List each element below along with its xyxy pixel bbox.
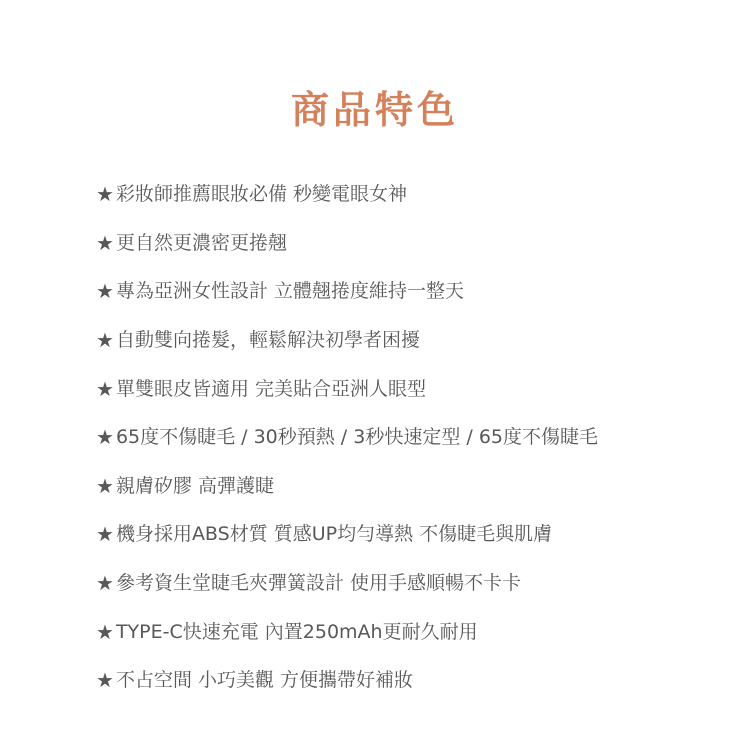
feature-text: 參考資生堂睫毛夾彈簧設計 使用手感順暢不卡卡 (115, 572, 521, 595)
star-icon: ★ (96, 328, 114, 353)
feature-text: 彩妝師推薦眼妝必備 秒變電眼女神 (115, 183, 407, 206)
feature-item (96, 219, 736, 268)
feature-text: TYPE-C快速充電 內置250mAh更耐久耐用 (115, 620, 478, 643)
feature-item (96, 413, 736, 462)
feature-text: 不占空間 小巧美觀 方便攜帶好補妝 (115, 669, 414, 692)
star-icon: ★ (96, 376, 114, 401)
star-icon: ★ (96, 571, 114, 596)
star-icon: ★ (96, 230, 114, 255)
feature-item (96, 510, 736, 559)
feature-text: 單雙眼皮皆適用 完美貼合亞洲人眼型 (115, 377, 426, 400)
star-icon: ★ (96, 473, 114, 498)
feature-item (96, 656, 736, 705)
star-icon: ★ (96, 182, 114, 207)
feature-item (96, 364, 736, 413)
star-icon: ★ (96, 279, 114, 304)
feature-item (96, 607, 736, 656)
feature-text: 65度不傷睫毛 / 30秒預熱 / 3秒快速定型 / 65度不傷睫毛 (115, 426, 598, 449)
star-icon: ★ (96, 522, 114, 547)
feature-text: 親膚矽膠 高彈護睫 (115, 474, 274, 497)
page-title: 商品特色 (290, 88, 459, 132)
feature-text: 更自然更濃密更捲翹 (115, 231, 287, 254)
star-icon: ★ (96, 425, 114, 450)
feature-item (96, 170, 736, 219)
feature-text: 機身採用ABS材質 質感UP均勻導熱 不傷睫毛與肌膚 (115, 523, 553, 546)
star-icon: ★ (96, 619, 114, 644)
star-icon: ★ (96, 668, 114, 693)
feature-item (96, 267, 736, 316)
feature-item (96, 559, 736, 608)
feature-item (96, 316, 736, 365)
feature-text: 專為亞洲女性設計 立體翹捲度維持一整天 (115, 280, 464, 303)
feature-list (96, 170, 736, 705)
feature-text: 自動雙向捲髮，輕鬆解決初學者困擾 (115, 329, 420, 352)
feature-item (96, 462, 736, 511)
